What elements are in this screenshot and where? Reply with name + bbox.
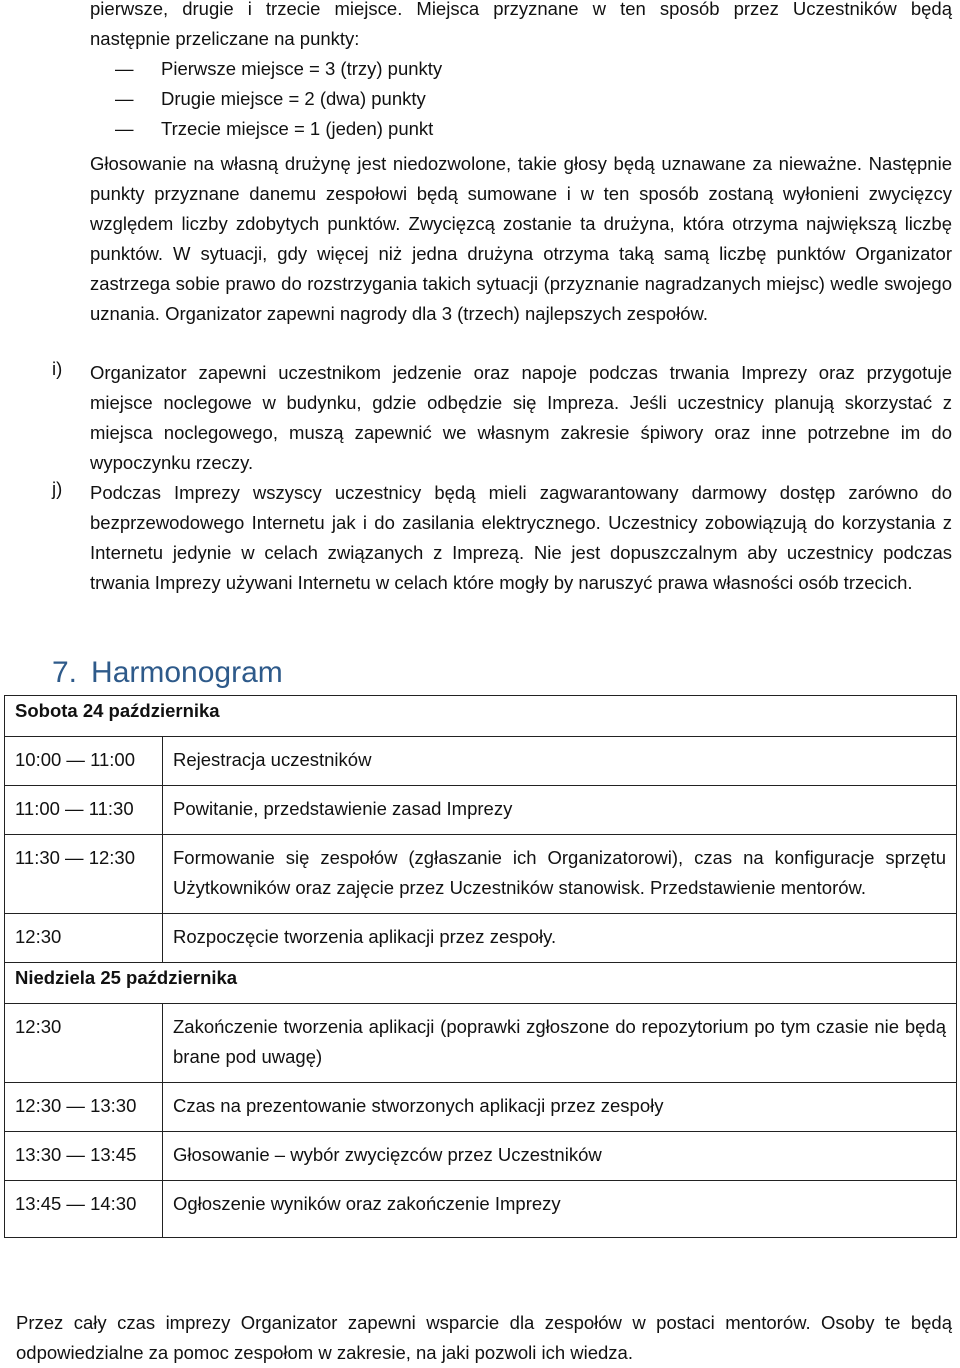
voting-paragraph: Głosowanie na własną drużynę jest niedozwolone, takie głosy będą uznawane za nieważne. Następnie punkty przyznane danemu zespołowi będą sumowane i w ten sposób zostaną wyłonieni zwycięzcy względem liczby zdobytych punktów. Zwycięzcą zostanie ta drużyna, która otrzyma największą liczbę punktów. W sytuacji, gdy więcej niż jedna drużyna otrzyma taką samą liczbę punktów Organizator zastrzega sobie prawo do rozstrzygania takich sytuacji (przyznanie nagradzanych miejsc) wedle swojego uznania. Organizator zapewni nagrody dla 3 (trzech) najlepszych zespołów. — [90, 153, 952, 324]
schedule-day-row — [5, 696, 957, 737]
table-row — [5, 737, 957, 786]
time-cell: 13:45 — 14:30 — [5, 1181, 163, 1238]
section-heading — [52, 656, 283, 690]
points-list-item: Trzecie miejsce = 1 (jeden) punkt — [161, 118, 434, 139]
list-item-text: Podczas Imprezy wszyscy uczestnicy będą mieli zagwarantowany darmowy dostęp zarówno do bezprzewodowego Internetu jak i do zasilania elektrycznego. Uczestnicy zobowiązują do korzystania z Internetu jedynie w celach związanych z Imprezą. Nie jest dopuszczalnym aby uczestnicy podczas trwania Imprezy używani Internetu w celach które mogły by naruszyć prawa własności osób trzecich. — [90, 482, 952, 593]
section-number: 7. — [52, 656, 78, 689]
table-row — [5, 914, 957, 963]
time-cell: 11:00 — 11:30 — [5, 786, 163, 835]
table-row — [5, 1083, 957, 1132]
description-cell: Ogłoszenie wyników oraz zakończenie Imprezy — [163, 1181, 957, 1238]
section-title: Harmonogram — [91, 656, 283, 689]
table-row — [5, 835, 957, 914]
points-list-item: Pierwsze miejsce = 3 (trzy) punkty — [161, 58, 443, 79]
time-cell: 11:30 — 12:30 — [5, 835, 163, 914]
description-cell: Rozpoczęcie tworzenia aplikacji przez zespoły. — [163, 914, 957, 963]
time-cell: 12:30 — [5, 914, 163, 963]
time-cell: 12:30 — 13:30 — [5, 1083, 163, 1132]
description-cell: Zakończenie tworzenia aplikacji (poprawki zgłoszone do repozytorium po tym czasie nie będą brane pod uwagę) — [163, 1004, 957, 1083]
table-row — [5, 1132, 957, 1181]
table-row — [5, 1181, 957, 1238]
list-marker: j) — [52, 478, 63, 499]
description-cell: Głosowanie – wybór zwycięzców przez Uczestników — [163, 1132, 957, 1181]
points-list-item: Drugie miejsce = 2 (dwa) punkty — [161, 88, 426, 109]
time-cell: 13:30 — 13:45 — [5, 1132, 163, 1181]
footer-paragraph: Przez cały czas imprezy Organizator zapewni wsparcie dla zespołów w postaci mentorów. Osoby te będą odpowiedzialne za pomoc zespołom w zakresie, na jaki pozwoli ich wiedza. — [16, 1312, 952, 1363]
description-cell: Rejestracja uczestników — [163, 737, 957, 786]
schedule-table — [4, 695, 957, 1238]
paragraph-line: pierwsze, drugie i trzecie miejsce. Miejsca przyznane w ten sposób przez Uczestników będą — [90, 0, 952, 19]
day-label: Sobota 24 października — [5, 696, 957, 737]
time-cell: 10:00 — 11:00 — [5, 737, 163, 786]
schedule-day-row — [5, 963, 957, 1004]
table-row — [5, 786, 957, 835]
dash-bullet: — — [115, 58, 134, 79]
description-cell: Czas na prezentowanie stworzonych aplikacji przez zespoły — [163, 1083, 957, 1132]
dash-bullet: — — [115, 88, 134, 109]
description-cell: Powitanie, przedstawienie zasad Imprezy — [163, 786, 957, 835]
description-cell: Formowanie się zespołów (zgłaszanie ich Organizatorowi), czas na konfiguracje sprzętu Użytkowników oraz zajęcie przez Uczestników stanowisk. Przedstawienie mentorów. — [163, 835, 957, 914]
dash-bullet: — — [115, 118, 134, 139]
table-row — [5, 1004, 957, 1083]
paragraph-line: następnie przeliczane na punkty: — [90, 28, 360, 49]
list-marker: i) — [52, 358, 63, 379]
list-item-text: Organizator zapewni uczestnikom jedzenie oraz napoje podczas trwania Imprezy oraz przygotuje miejsce noclegowe w budynku, gdzie odbędzie się Impreza. Jeśli uczestnicy planują skorzystać z miejsca noclegowego, muszą zapewnić we własnym zakresie śpiwory oraz inne potrzebne im do wypoczynku rzeczy. — [90, 362, 952, 473]
time-cell: 12:30 — [5, 1004, 163, 1083]
day-label: Niedziela 25 października — [5, 963, 957, 1004]
